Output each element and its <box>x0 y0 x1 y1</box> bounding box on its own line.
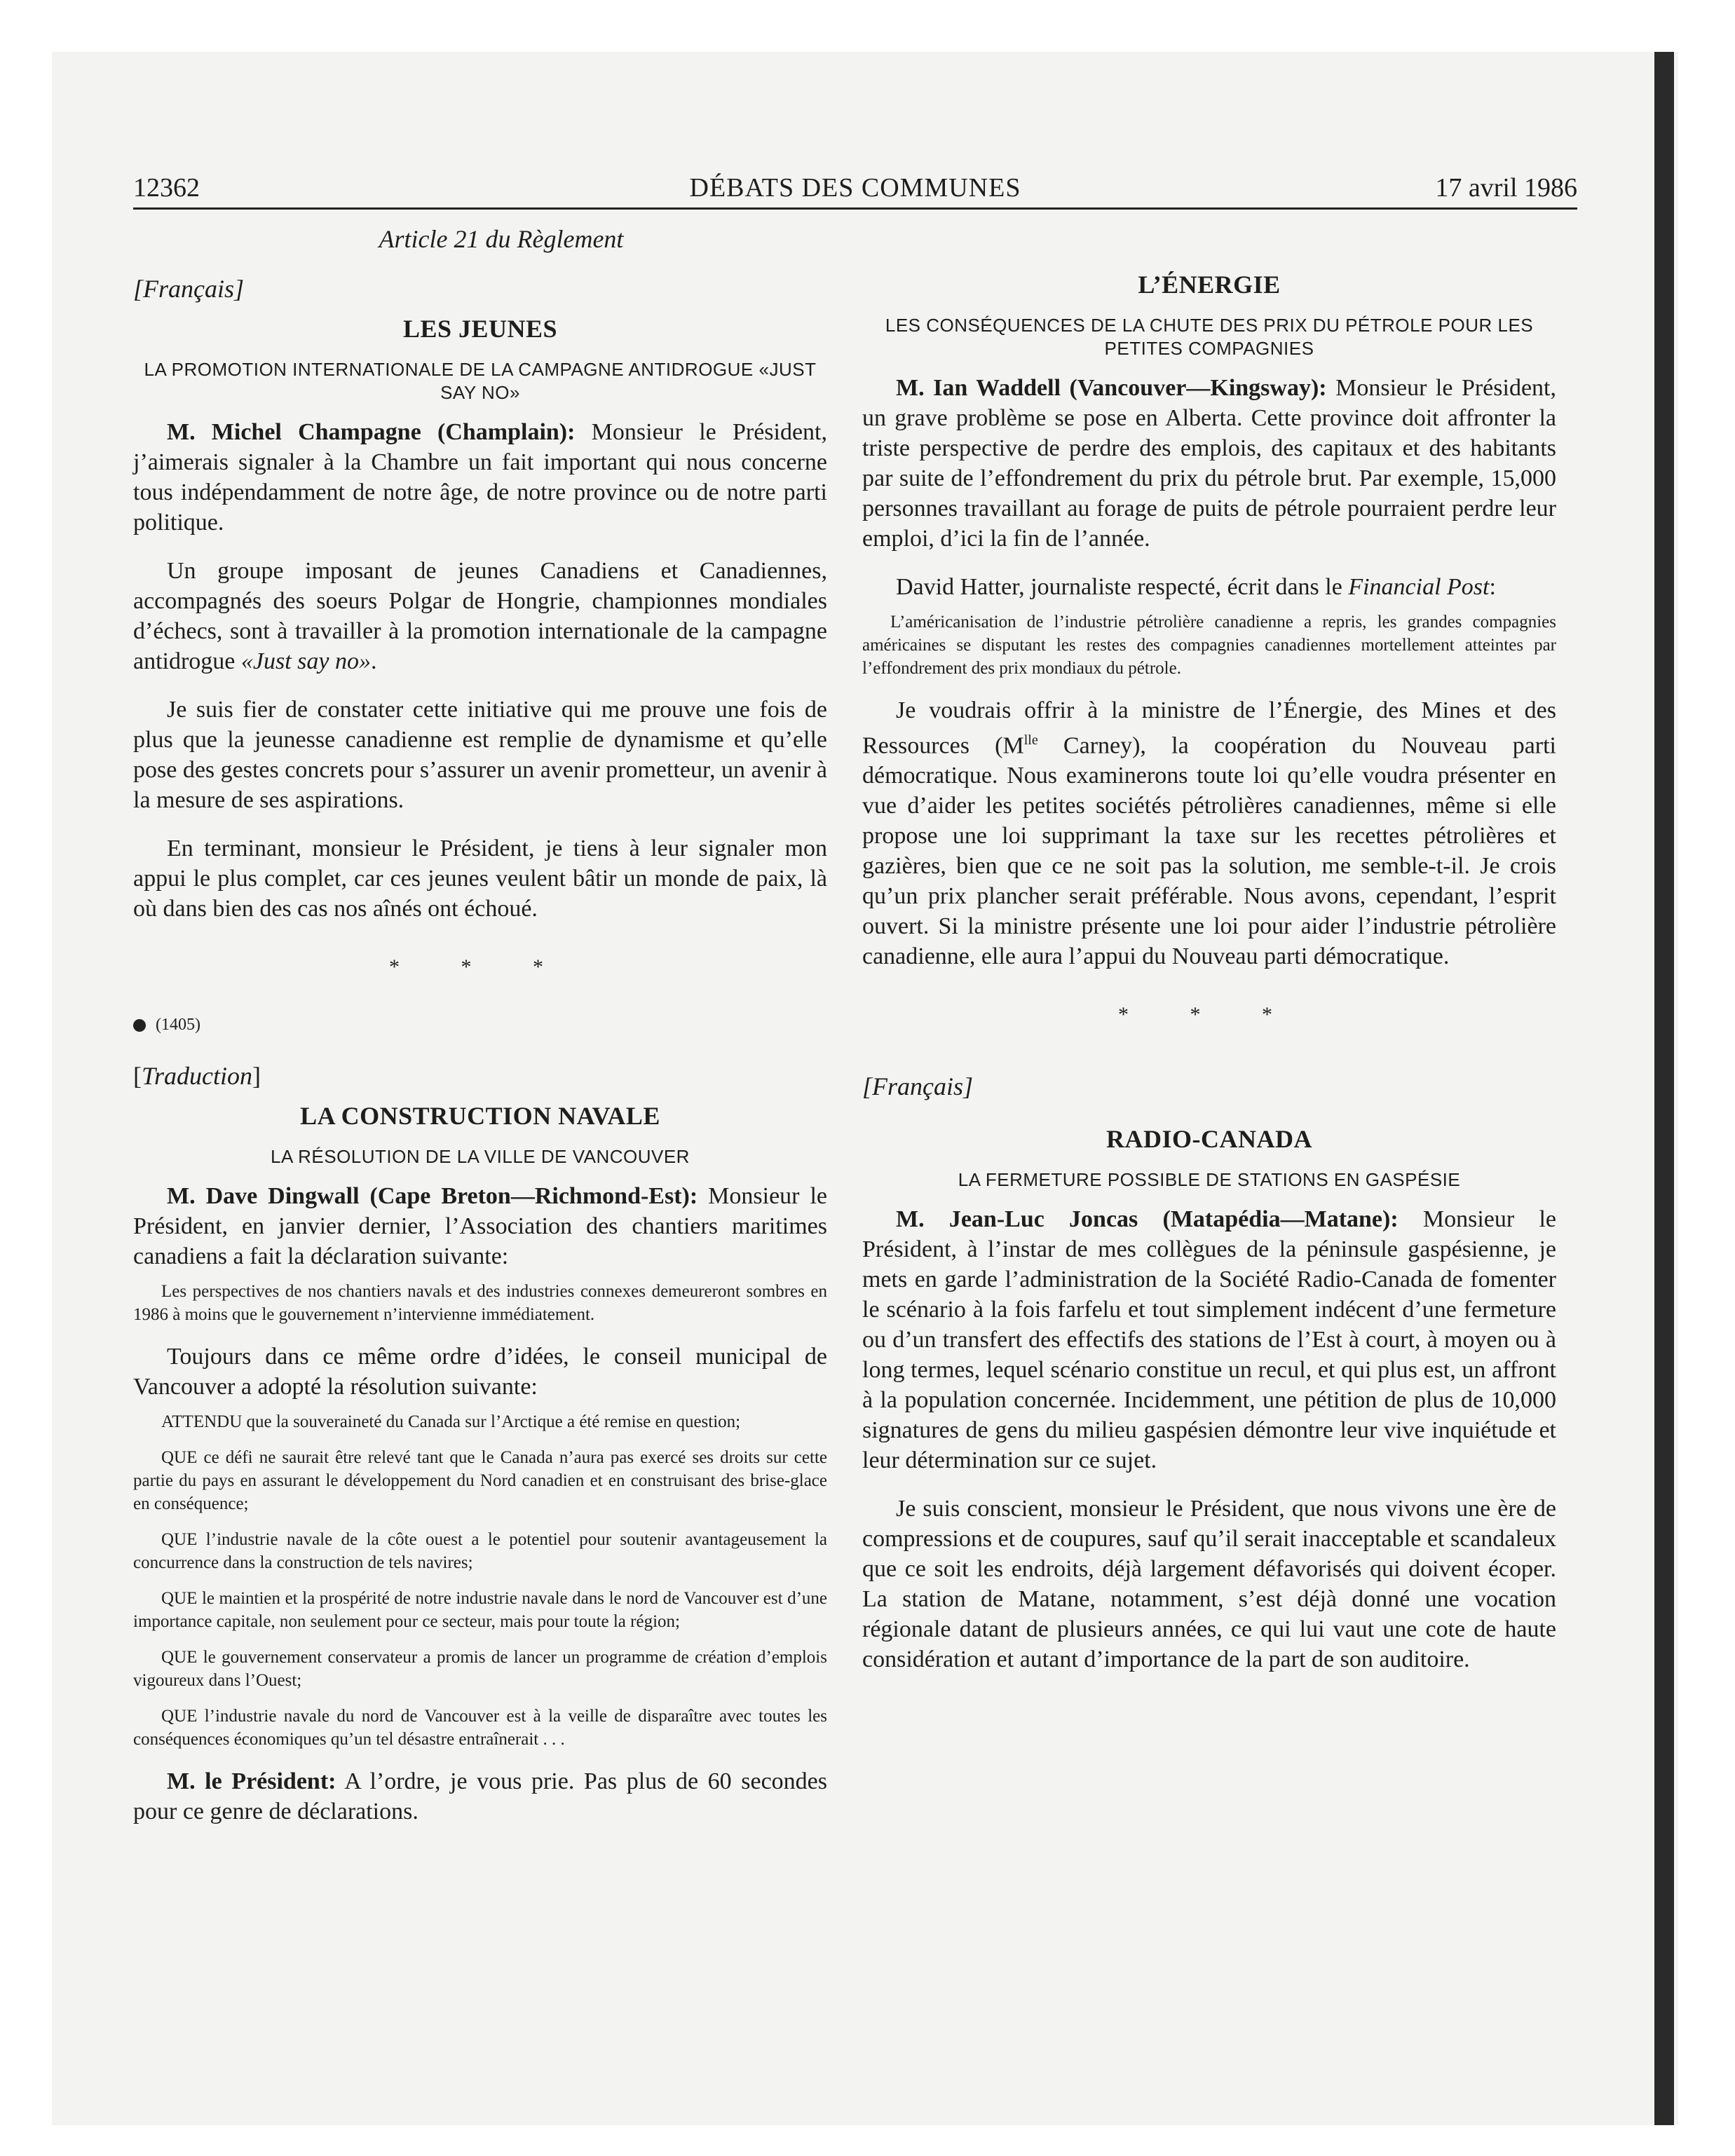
paragraph: En terminant, monsieur le Président, je tiens à leur signaler mon appui le plus complet, car ces jeunes veulent bâtir un monde de paix, là où dans bien des cas nos aînés ont échoué. <box>133 835 827 922</box>
speaker-name: M. Dave Dingwall (Cape Breton—Richmond-Est): <box>167 1183 698 1209</box>
paragraph: Toujours dans ce même ordre d’idées, le conseil municipal de Vancouver a adopté la résolution suivante: <box>133 1344 827 1400</box>
resolution-item: QUE le gouvernement conservateur a promis de lancer un programme de création d’emplois vigoureux dans l’Ouest; <box>133 1648 827 1690</box>
article-heading: Article 21 du Règlement <box>379 225 624 253</box>
speaker-name: M. le Président: <box>167 1768 336 1794</box>
left-column <box>133 217 827 1827</box>
paragraph: Un groupe imposant de jeunes Canadiens et Canadiennes, accompagnés des soeurs Polgar de Hongrie, championnes mondiales d’échecs, sont à travailler à la promotion internationale de la campagne antidrogue «Just say no». <box>133 558 827 674</box>
paragraph: M. Jean-Luc Joncas (Matapédia—Matane): Monsieur le Président, à l’instar de mes collègues de la péninsule gaspésienne, je mets en garde l’administration de la Société Radio-Canada de fomenter le scénario à la fois farfelu et tout simplement indécent d’une fermeture ou d’un transfert des effectifs des stations de l’Est à court, à moyen ou à long termes, lequel scénario constitue un recul, et qui plus est, un affront à la population concernée. Incidemment, une pétition de plus de 10,000 signatures de gens du milieu gaspésien démontre leur vive inquiétude et leur détermination sur ce sujet. <box>862 1206 1556 1474</box>
section-title-jeunes: LES JEUNES <box>402 315 558 343</box>
paragraph: Je suis conscient, monsieur le Président, que nous vivons une ère de compressions et de coupures, sauf qu’il serait inacceptable et scandaleux que ce soit les endroits, déjà largement défavorisés qui doivent écoper. La station de Matane, notamment, s’est déjà donné une vocation régionale datant de plusieurs années, ce qui lui vaut une cote de haute considération et autant d’importance de la part de son auditoire. <box>862 1496 1556 1673</box>
resolution-item: ATTENDU que la souveraineté du Canada sur l’Arctique a été remise en question; <box>161 1412 741 1431</box>
speaker-name: M. Jean-Luc Joncas (Matapédia—Matane): <box>896 1206 1399 1233</box>
publication-title: DÉBATS DES COMMUNES <box>689 173 1021 203</box>
page-header <box>133 168 1577 210</box>
speaker-name: M. Michel Champagne (Champlain): <box>167 419 576 445</box>
scan-edge-bar <box>1654 52 1674 2125</box>
time-marker: (1405) <box>133 1010 827 1040</box>
language-marker: [Traduction] <box>133 1062 261 1090</box>
language-marker: [Français] <box>862 1072 974 1101</box>
resolution-item: QUE l’industrie navale du nord de Vancouver est à la veille de disparaître avec toutes les conséquences économiques qu’un tel désastre entraînerait . . . <box>133 1707 827 1749</box>
section-subtitle-petrole: LES CONSÉQUENCES DE LA CHUTE DES PRIX DU PÉTROLE POUR LES PETITES COMPAGNIES <box>885 315 1534 359</box>
language-marker: [Français] <box>133 275 245 303</box>
publication-date: 17 avril 1986 <box>1435 173 1577 203</box>
paragraph: Je voudrais offrir à la ministre de l’Énergie, des Mines et des Ressources ($M^{lle}$ Carney), la coopération du Nouveau parti démocratique. Nous examinerons toute loi qu’elle voudra présenter en vue d’aider les petites sociétés pétrolières canadiennes, même si elle propose une loi supprimant la taxe sur les recettes pétrolières et gazières, bien que ce ne soit pas la solution, me semble-t-il. Je crois qu’un prix plancher serait préférable. Nous avons, cependant, l’esprit ouvert. Si la ministre présente une loi pour aider l’industrie pétrolière canadienne, elle aura l’appui du Nouveau parti démocratique. <box>862 697 1556 970</box>
paragraph: M. Dave Dingwall (Cape Breton—Richmond-Est): Monsieur le Président, en janvier dernier, l’Association des chantiers maritimes canadiens a fait la déclaration suivante: <box>133 1183 827 1269</box>
page-number: 12362 <box>133 173 200 203</box>
resolution-item: QUE l’industrie navale de la côte ouest a le potentiel pour soutenir avantageusement la concurrence dans la construction de tels navires; <box>133 1530 827 1572</box>
speaker-name: M. Ian Waddell (Vancouver—Kingsway): <box>896 375 1327 401</box>
paragraph: M. Michel Champagne (Champlain): Monsieur le Président, j’aimerais signaler à la Chambre un fait important qui nous concerne tous indépendamment de notre âge, de notre province ou de notre parti politique. <box>133 419 827 535</box>
section-subtitle-vancouver: LA RÉSOLUTION DE LA VILLE DE VANCOUVER <box>271 1146 690 1167</box>
section-separator: * * * <box>1118 1003 1300 1027</box>
block-quote: Les perspectives de nos chantiers navals et des industries connexes demeureront sombres en 1986 à moins que le gouvernement n’intervienne immédiatement. <box>133 1282 827 1324</box>
right-column <box>862 217 1556 1674</box>
section-title-radio-canada: RADIO-CANADA <box>1106 1125 1312 1154</box>
section-subtitle-gaspesie: LA FERMETURE POSSIBLE DE STATIONS EN GASPÉSIE <box>958 1169 1461 1191</box>
paragraph: David Hatter, journaliste respecté, écrit dans le Financial Post: <box>896 574 1496 600</box>
resolution-quote <box>133 1410 827 1751</box>
bullet-icon <box>133 1019 146 1032</box>
section-title-energie: L’ÉNERGIE <box>1138 271 1281 299</box>
resolution-item: QUE ce défi ne saurait être relevé tant que le Canada n’aura pas exercé ses droits sur cette partie du pays en assurant le développement du Nord canadien et en construisant des brise-glace en conséquence; <box>133 1448 827 1513</box>
document-page <box>133 0 1577 2156</box>
resolution-item: QUE le maintien et la prospérité de notre industrie navale dans le nord de Vancouver est d’une importance capitale, non seulement pour ce secteur, mais pour toute la région; <box>133 1589 827 1631</box>
section-title-construction-navale: LA CONSTRUCTION NAVALE <box>300 1102 660 1130</box>
block-quote: L’américanisation de l’industrie pétrolière canadienne a repris, les grandes compagnies américaines se disputant les restes des compagnies canadiennes mortellement atteintes par l’effondrement des prix mondiaux du pétrole. <box>862 613 1556 678</box>
section-subtitle-jeunes: LA PROMOTION INTERNATIONALE DE LA CAMPAGNE ANTIDROGUE «JUST SAY NO» <box>144 359 817 403</box>
section-separator: * * * <box>389 955 571 978</box>
paragraph: M. le Président: A l’ordre, je vous prie. Pas plus de 60 secondes pour ce genre de déclarations. <box>133 1768 827 1824</box>
paragraph: Je suis fier de constater cette initiative qui me prouve une fois de plus que la jeunesse canadienne est remplie de dynamisme et qu’elle pose des gestes concrets pour s’assurer un avenir prometteur, un avenir à la mesure de ses aspirations. <box>133 697 827 813</box>
paragraph: M. Ian Waddell (Vancouver—Kingsway): Monsieur le Président, un grave problème se pose en Alberta. Cette province doit affronter la triste perspective de perdre des emplois, des capitaux et des habitants par suite de l’effondrement du prix du pétrole brut. Par exemple, 15,000 personnes travaillant au forage de puits de pétrole pourraient perdre leur emploi, d’ici la fin de l’année. <box>862 375 1556 552</box>
